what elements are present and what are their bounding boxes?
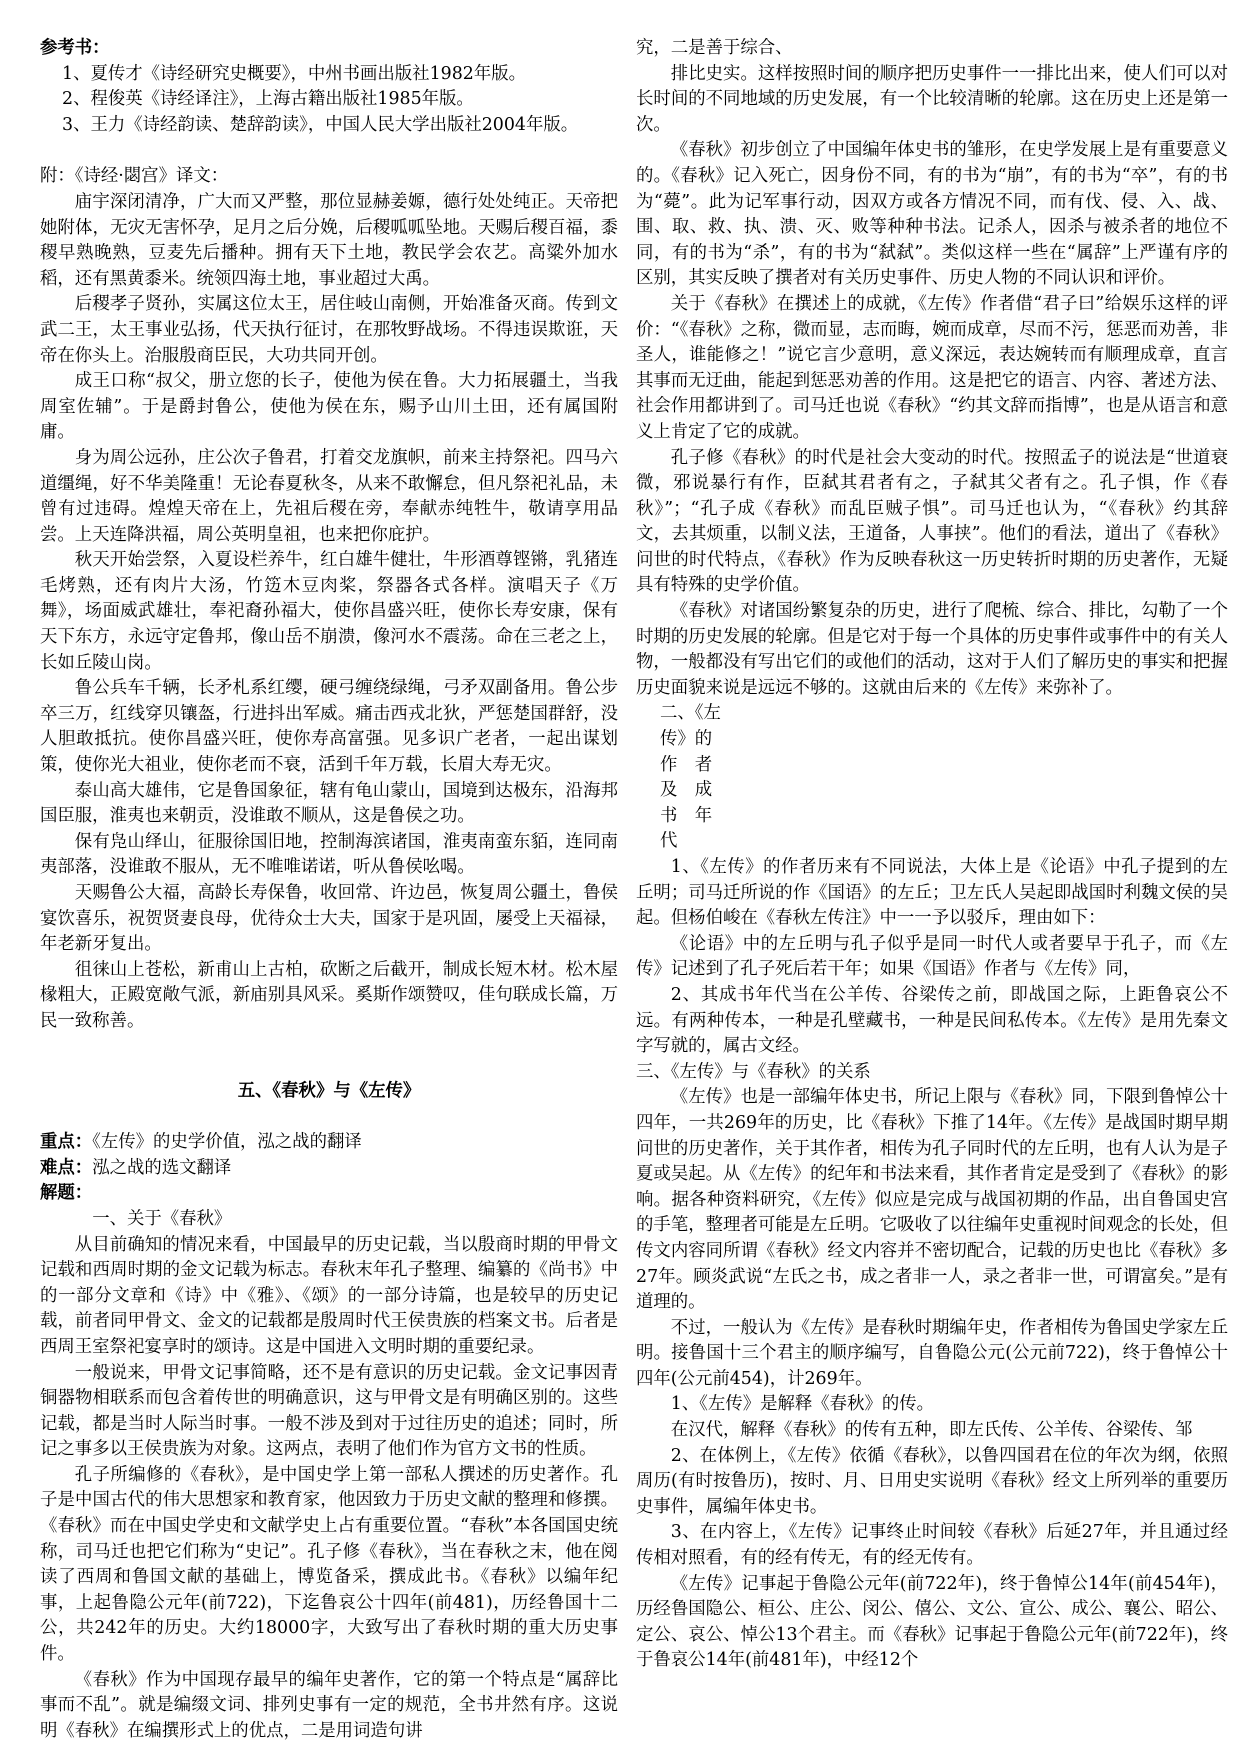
body-paragraph: 《左传》记事起于鲁隐公元年(前722年)，终于鲁悼公14年(前454年)，历经鲁国隐公、桓公、庄公、闵公、僖公、文公、宣公、成公、襄公、昭公、定公、哀公、悼公13个君主。而《春秋》记事起于鲁隐公元年(前722年)，终于鲁哀公14年(前481年)，中经12个 <box>636 1573 1228 1671</box>
poem-paragraph: 身为周公远孙，庄公次子鲁君，打着交龙旗帜，前来主持祭祀。四马六道缰绳，好不华美隆重！无论春夏秋冬，从来不敢懈怠，但凡祭祀礼品，未曾有过违碍。煌煌天帝在上，先祖后稷在旁，奉献赤纯牲牛，敬请享用品尝。上天连降洪福，周公英明皇祖，也来把你庇护。 <box>40 447 618 545</box>
body-paragraph: 在汉代，解释《春秋》的传有五种，即左氏传、公羊传、谷梁传、邹 <box>670 1420 1193 1441</box>
key-text: 《左传》的史学价值，泓之战的翻译 <box>92 1132 362 1153</box>
difficulty-point <box>40 1156 618 1182</box>
key-point <box>40 1130 618 1156</box>
body-paragraph: 3、在内容上，《左传》记事终止时间较《春秋》后延27年，并且通过经传相对照看，有的经有传无，有的经无传有。 <box>636 1522 1228 1569</box>
heading-two-line: 书 年 <box>660 805 713 826</box>
body-paragraph: 关于《春秋》在撰述上的成就，《左传》作者借“君子曰”给娱乐这样的评价：“《春秋》之称，微而显，志而晦，婉而成章，尽而不污，惩恶而劝善，非圣人，谁能修之！”说它言少意明，意义深远，表达婉转而有顺理成章，直言其事而无迂曲，能起到惩恶劝善的作用。这是把它的语言、内容、著述方法、社会作用都讲到了。司马迁也说《春秋》“约其文辞而指博”，也是从语言和意义上肯定了它的成就。 <box>636 293 1228 442</box>
body-paragraph: 排比史实。这样按照时间的顺序把历史事件一一排比出来，使人们可以对长时间的不同地域的历史发展，有一个比较清晰的轮廓。这在历史上还是第一次。 <box>636 63 1228 135</box>
reference-item: 1、夏传才《诗经研究史概要》，中州书画出版社1982年版。 <box>62 63 526 84</box>
heading-two <box>660 701 730 855</box>
key-label: 重点： <box>40 1132 93 1153</box>
section-title: 五、《春秋》与《左传》 <box>237 1080 421 1101</box>
body-paragraph: 1、《左传》是解释《春秋》的传。 <box>670 1394 935 1415</box>
heading-three: 三、《左传》与《春秋》的关系 <box>636 1061 871 1082</box>
body-paragraph: 《春秋》作为中国现存最早的编年史著作，它的第一个特点是“属辞比事而不乱”。就是编缀文词、排列史事有一定的规范，全书井然有序。这说明《春秋》在编撰形式上的优点，二是用词造句讲 <box>40 1669 618 1741</box>
body-paragraph: 从目前确知的情况来看，中国最早的历史记载，当以殷商时期的甲骨文记载和西周时期的金文记载为标志。春秋末年孔子整理、编纂的《尚书》中的一部分文章和《诗》中《雅》、《颂》的一部分诗篇，也是较早的历史记载，前者同甲骨文、金文的记载都是殷周时代王侯贵族的档案文书。后者是西周王室祭祀宴享时的颂诗。这是中国进入文明时期的重要纪录。 <box>40 1234 618 1357</box>
heading-two-line: 作 者 <box>660 754 713 775</box>
body-paragraph: 孔子修《春秋》的时代是社会大变动的时代。按照孟子的说法是“世道衰微，邪说暴行有作，臣弑其君者有之，子弑其父者有之。孔子惧，作《春秋》”；“孔子成《春秋》而乱臣贼子惧”。司马迁也认为，“《春秋》约其辞文，去其烦重，以制义法，王道备，人事挟”。他们的看法，道出了《春秋》问世的时代特点，《春秋》作为反映春秋这一历史转折时期的历史著作，无疑具有特殊的史学价值。 <box>636 447 1228 596</box>
poem-paragraph: 鲁公兵车千辆，长矛札系红缨，硬弓缠绕绿绳，弓矛双副备用。鲁公步卒三万，红线穿贝镶盔，行进抖出军威。痛击西戎北狄，严惩楚国群舒，没人胆敢抵抗。使你昌盛兴旺，使你寿高富强。见多识广老者，一起出谋划策，使你光大祖业，使你老而不衰，活到千年万载，长眉大寿无灾。 <box>40 678 618 776</box>
difficulty-text: 泓之战的选文翻译 <box>92 1157 232 1178</box>
poem-paragraph: 徂徕山上苍松，新甫山上古柏，砍断之后截开，制成长短木材。松木屋椽粗大，正殿宽敞气派，新庙别具风采。奚斯作颂赞叹，佳句联成长篇，万民一致称善。 <box>40 959 618 1031</box>
poem-paragraph: 保有凫山绎山，征服徐国旧地，控制海滨诸国，淮夷南蛮东貊，连同南夷部落，没谁敢不服从，无不唯唯诺诺，听从鲁侯吆喝。 <box>40 831 618 878</box>
body-paragraph: 2、其成书年代当在公羊传、谷梁传之前，即战国之际，上距鲁哀公不远。有两种传本，一种是孔壁藏书，一种是民间私传本。《左传》是用先秦文字写就的，属古文经。 <box>636 984 1228 1057</box>
appendix-title: 附：《诗经·閟宫》译文： <box>40 166 229 187</box>
body-paragraph: 孔子所编修的《春秋》，是中国史学上第一部私人撰述的历史著作。孔子是中国古代的伟大思想家和教育家，他因致力于历史文献的整理和修撰。《春秋》而在中国史学史和文献学史上占有重要位置。“春秋”本各国国史统称，司马迁也把它们称为“史记”。孔子修《春秋》，当在春秋之末，他在阅读了西周和鲁国文献的基础上，博览备采，撰成此书。《春秋》以编年纪事，上起鲁隐公元年(前722)，下迄鲁哀公十四年(前481)，历经鲁国十二公，共242年的历史。大约18000字，大致写出了春秋时期的重大历史事件。 <box>40 1464 618 1665</box>
heading-two-line: 代 <box>660 831 678 852</box>
solve-label: 解题： <box>40 1183 93 1204</box>
body-paragraph: 《春秋》对诸国纷繁复杂的历史，进行了爬梳、综合、排比，勾勒了一个时期的历史发展的轮廓。但是它对于每一个具体的历史事件或事件中的有关人物，一般都没有写出它们的或他们的活动，这对于人们了解历史的事实和把握历史面貌来说是远远不够的。这就由后来的《左传》来弥补了。 <box>636 601 1228 698</box>
poem-paragraph: 泰山高大雄伟，它是鲁国象征，辖有龟山蒙山，国境到达极东，沿海邦国臣服，淮夷也来朝贡，没谁敢不顺从，这是鲁侯之功。 <box>40 780 618 827</box>
body-paragraph: 究，二是善于综合、 <box>636 38 793 58</box>
body-paragraph: 1、《左传》的作者历来有不同说法，大体上是《论语》中孔子提到的左丘明；司马迁所说的作《国语》的左丘；卫左氏人吴起即战国时利魏文侯的吴起。但杨伯峻在《春秋左传注》中一一予以驳斥，理由如下： <box>636 857 1228 929</box>
poem-paragraph: 秋天开始尝祭，入夏设栏养牛，红白雄牛健壮，牛形酒尊铿锵，乳猪连毛烤熟，还有肉片大汤，竹笾木豆肉桨，祭器各式各样。演唱天子《万舞》，场面威武雄壮，奉祀裔孙福大，使你昌盛兴旺，使你长寿安康，保有天下东方，永远守定鲁邦，像山岳不崩溃，像河水不震荡。命在三老之上，长如丘陵山岗。 <box>40 550 618 673</box>
poem-paragraph: 成王口称“叔父，册立您的长子，使他为侯在鲁。大力拓展疆土，当我周室佐辅”。于是爵封鲁公，使他为侯在东，赐予山川土田，还有属国附庸。 <box>40 371 618 443</box>
body-paragraph: 不过，一般认为《左传》是春秋时期编年史，作者相传为鲁国史学家左丘明。接鲁国十三个君主的顺序编写，自鲁隐公元(公元前722)，终于鲁悼公十四年(公元前454)，计269年。 <box>636 1317 1228 1389</box>
poem-paragraph: 天赐鲁公大福，高龄长寿保鲁，收回常、许边邑，恢复周公疆土，鲁侯宴饮喜乐，祝贺贤妻良母，优待众士大夫，国家于是巩固，屡受上天福禄，年老新牙复出。 <box>40 883 618 955</box>
heading-two-line: 传》的 <box>660 729 713 750</box>
references-title: 参考书： <box>40 38 110 58</box>
reference-item: 2、程俊英《诗经译注》，上海古籍出版社1985年版。 <box>62 89 474 110</box>
body-paragraph: 《论语》中的左丘明与孔子似乎是同一时代人或者要早于孔子，而《左传》记述到了孔子死后若干年；如果《国语》作者与《左传》同， <box>636 933 1228 980</box>
heading-two-line: 及 成 <box>660 780 713 801</box>
right-column <box>636 36 1228 1674</box>
body-paragraph: 《左传》也是一部编年体史书，所记上限与《春秋》同，下限到鲁悼公十四年，一共269年的历史，比《春秋》下推了14年。《左传》是战国时期早期问世的历史著作，关于其作者，相传为孔子同时代的左丘明，也有人认为是子夏或吴起。从《左传》的纪年和书法来看，其作者肯定是受到了《春秋》的影响。据各种资料研究，《左传》似应是完成与战国初期的作品，出自鲁国史宫的手笔，整理者可能是左丘明。它吸收了以往编年史重视时间观念的长处，但传文内容同所谓《春秋》经文内容并不密切配合，记载的历史也比《春秋》多27年。顾炎武说“左氏之书，成之者非一人，录之者非一世，可谓富矣。”是有道理的。 <box>636 1087 1228 1313</box>
left-column <box>40 36 618 1744</box>
body-paragraph: 一般说来，甲骨文记事简略，还不是有意识的历史记载。金文记事因青铜器物相联系而包含着传世的明确意识，这与甲骨文是有明确区别的。这些记载，都是当时人际当时事。一般不涉及到对于过往历史的追述；同时，所记之事多以王侯贵族为对象。这两点，表明了他们作为官方文书的性质。 <box>40 1362 618 1460</box>
subheading: 一、关于《春秋》 <box>92 1208 232 1229</box>
body-paragraph: 《春秋》初步创立了中国编年体史书的雏形，在史学发展上是有重要意义的。《春秋》记入死亡，因身份不同，有的书为“崩”，有的书为“卒”，有的书为“薨”。此为记军事行动，因双方或各方情况不同，而有伐、侵、入、战、围、取、救、执、溃、灭、败等种种书法。记杀人，因杀与被杀者的地位不同，有的书为“杀”，有的书为“弑弑”。类似这样一些在“属辞”上严谨有序的区别，其实反映了撰者对有关历史事件、历史人物的不同认识和评价。 <box>636 140 1228 289</box>
reference-item: 3、王力《诗经韵读、楚辞韵读》，中国人民大学出版社2004年版。 <box>62 114 579 135</box>
difficulty-label: 难点： <box>40 1157 93 1178</box>
body-paragraph: 2、在体例上，《左传》依循《春秋》，以鲁四国君在位的年次为纲，依照周历(有时按鲁历)，按时、月、日用史实说明《春秋》经文上所列举的重要历史事件，属编年体史书。 <box>636 1445 1228 1517</box>
heading-two-line: 二、《左 <box>660 703 721 724</box>
poem-paragraph: 庙宇深闭清净，广大而又严整，那位显赫姜嫄，德行处处纯正。天帝把她附体，无灾无害怀孕，足月之后分娩，后稷呱呱坠地。天赐后稷百福，黍稷早熟晚熟，豆麦先后播种。拥有天下土地，教民学会农艺。高粱外加水稻，还有黑黄黍米。统领四海土地，事业超过大禹。 <box>40 191 618 289</box>
poem-paragraph: 后稷孝子贤孙，实属这位太王，居住岐山南侧，开始准备灭商。传到文武二王，太王事业弘扬，代天执行征讨，在那牧野战场。不得违误欺诳，天帝在你头上。治服殷商臣民，大功共同开创。 <box>40 294 618 366</box>
